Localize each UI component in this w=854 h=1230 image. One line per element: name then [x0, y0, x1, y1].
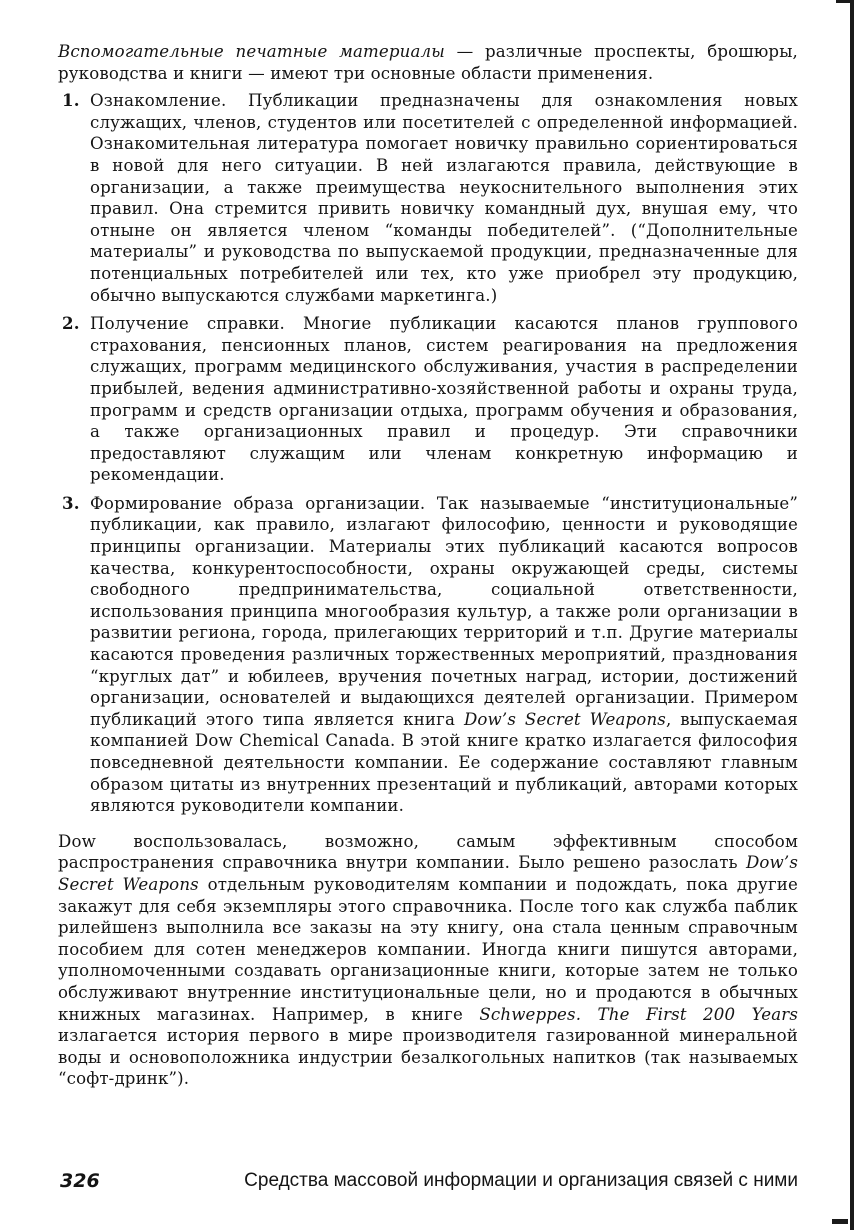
scan-edge-mark-bottom: [832, 1219, 848, 1224]
list-item-text: Формирование образа организации. Так называемые “институциональные” публикации, как правило, излагают философию, ценности и руководящие принципы организации. Материалы этих публикаций касаются вопросов качества, конкурентоспособности, охраны окружающей среды, системы свободного предпринимательства, социальной ответственности, использования принципа многообразия культур, а также роли организации в развитии региона, города, прилегающих территорий и т.п. Другие материалы касаются проведения различных торжественных мероприятий, празднования “круглых дат” и юбилеев, вручения почетных наград, истории, достижений организации, основателей и выдающихся деятелей организации. Примером публикаций этого типа является книга: [90, 493, 798, 729]
page-footer: [58, 1170, 798, 1196]
list-item-text: Получение справки. Многие публикации касаются планов группового страхования, пенсионных планов, систем реагирования на предложения служащих, программ медицинского обслуживания, участия в распределении прибылей, ведения административно-хозяйственной работы и охраны труда, программ и средств организации отдыха, программ обучения и образования, а также организационных правил и процедур. Эти справочники предоставляют служащим или членам конкретную информацию и рекомендации.: [90, 314, 798, 485]
intro-rest: — различные проспекты, брошюры, руководства и книги — имеют три основные области применения.: [58, 42, 798, 83]
scan-edge-strip: [850, 0, 854, 1230]
book-title-italic: Schweppes. The First 200 Years: [479, 1004, 799, 1024]
closing-paragraph: [58, 831, 798, 1090]
closing-text-3: излагается история первого в мире производителя газированной минеральной воды и основоположника индустрии безалкогольных напитков (так называемых “софт-дринк”).: [58, 1026, 798, 1089]
book-title-italic: Dow’s Secret Weapons: [463, 709, 666, 729]
list-item: [58, 493, 798, 817]
list-item-number: 1.: [62, 90, 80, 111]
list-item-number: 3.: [62, 492, 80, 513]
list-item: [58, 90, 798, 306]
list-item-text: Ознакомление. Публикации предназначены для ознакомления новых служащих, членов, студентов или посетителей с определенной информацией. Ознакомительная литература помогает новичку правильно сориентироваться в новой для него ситуации. В ней излагаются правила, действующие в организации, а также преимущества неукоснительного выполнения этих правил. Она стремится привить новичку командный дух, внушая ему, что отныне он является членом “команды победителей”. (“Дополнительные материалы” и руководства по выпускаемой продукции, предназначенные для потенциальных потребителей или тех, кто уже приобрел эту продукцию, обычно выпускаются службами маркетинга.): [90, 91, 798, 305]
closing-text-1: Dow воспользовалась, возможно, самым эффективным способом распространения справочника внутри компании. Было решено разослать: [58, 831, 798, 873]
running-head: Средства массовой информации и организация связей с ними: [244, 1170, 798, 1191]
numbered-list: [58, 90, 798, 817]
list-item-text-continued: , выпускаемая компанией Dow Chemical Canada. В этой книге кратко излагается философия повседневной деятельности компании. Ее содержание составляют главным образом цитаты из внутренних презентаций и публикаций, авторами которых являются руководители компании.: [90, 709, 798, 816]
page-number: 326: [60, 1170, 100, 1192]
intro-paragraph: [58, 41, 798, 84]
list-item: [58, 313, 798, 486]
book-title-italic: Dow’s Secret Weapons: [58, 853, 798, 894]
scan-edge-mark-top: [836, 0, 850, 13]
closing-text-2: отдельным руководителям компании и подождать, пока другие закажут для себя экземпляры этого справочника. После того как служба паблик рилейшенз выполнила все заказы на эту книгу, она стала ценным справочным пособием для сотен менеджеров компании. Иногда книги пишутся авторами, уполномоченными создавать организационные книги, которые затем не только обслуживают внутренние институциональные цели, но и продаются в обычных книжных магазинах. Например, в книге: [58, 874, 798, 1024]
list-item-number: 2.: [62, 313, 80, 334]
intro-italic-lead: Вспомогательные печатные материалы: [58, 42, 445, 61]
body-text: [58, 41, 798, 1090]
